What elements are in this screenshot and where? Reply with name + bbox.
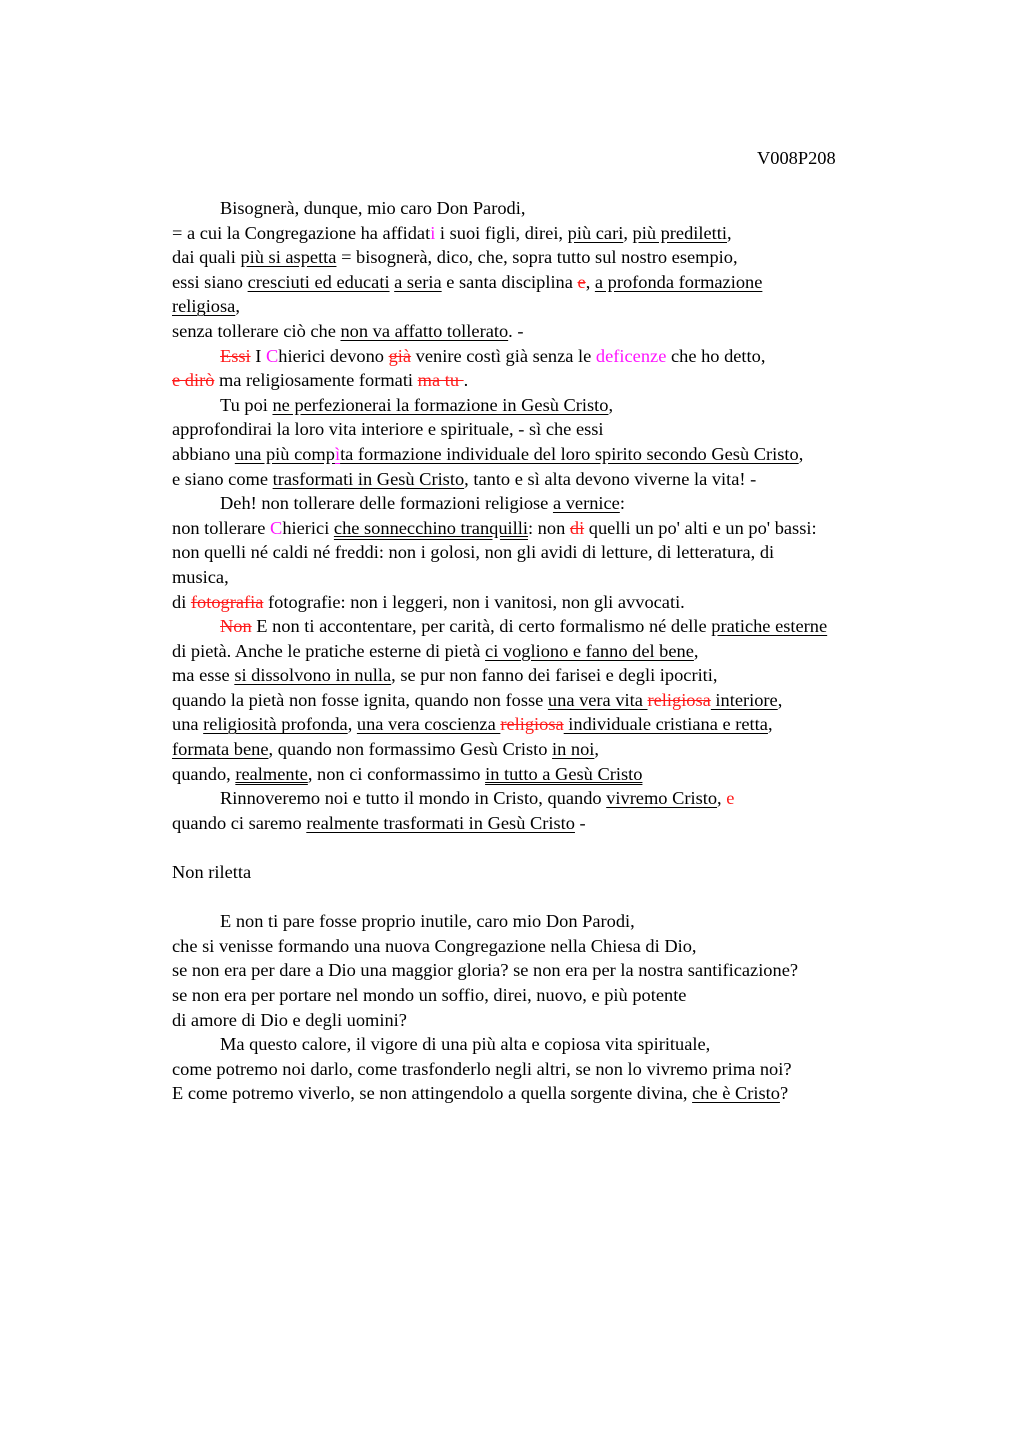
text-segment: di amore di Dio e degli uomini? (172, 1009, 407, 1030)
text-segment: , (777, 689, 783, 710)
text-line (172, 958, 932, 983)
text-line (172, 762, 932, 787)
text-segment: a vernice (552, 493, 620, 514)
text-segment: e dirò (172, 370, 215, 391)
text-segment: e siano come (172, 468, 273, 489)
text-line (172, 934, 932, 959)
text-segment: senza tollerare ciò che (172, 320, 341, 341)
text-line (172, 737, 932, 762)
text-segment: a profonda formazione (594, 271, 763, 292)
text-segment: quelli un po' alti e un po' bassi: (584, 517, 817, 538)
text-segment: . (463, 370, 469, 391)
text-segment: , (608, 394, 614, 415)
text-segment: ì (334, 443, 341, 464)
text-segment: hierici (282, 517, 334, 538)
text-segment: più cari (567, 222, 624, 243)
text-segment: venire costì già senza le (411, 345, 596, 366)
text-line (172, 540, 932, 565)
blank-line (172, 835, 932, 860)
text-line (172, 639, 932, 664)
text-line (172, 491, 932, 516)
text-line (172, 590, 932, 615)
text-segment: quando la pietà non fosse ignita, quando non fosse (172, 689, 548, 710)
text-segment: , (798, 443, 804, 464)
text-segment: quando, (172, 763, 236, 784)
text-line (172, 1081, 932, 1106)
text-line (172, 270, 932, 295)
text-segment: E come potremo viverlo, se non attingendolo a quella sorgente divina, (172, 1083, 693, 1104)
text-line (172, 368, 932, 393)
text-segment: , quando non formassimo Gesù Cristo (268, 739, 553, 760)
text-line (172, 909, 932, 934)
text-line (172, 688, 932, 713)
text-segment: C (270, 517, 283, 538)
text-segment: Bisognerà, dunque, mio caro Don Parodi, (220, 198, 526, 218)
text-segment: cresciuti ed educati (247, 271, 390, 292)
text-segment: I (250, 345, 266, 366)
text-segment: quando ci saremo (172, 812, 307, 833)
text-segment: , non ci conformassimo (307, 763, 486, 784)
text-line (172, 1008, 932, 1033)
text-segment: come potremo noi darlo, come trasfonderlo negli altri, se non lo vivremo prima noi? (172, 1058, 792, 1079)
text-segment: dai quali (172, 247, 241, 268)
text-segment: : non (527, 517, 570, 538)
text-line (172, 442, 932, 467)
text-segment: che è Cristo (692, 1083, 780, 1104)
text-segment: più si aspetta (240, 247, 337, 268)
text-segment: una più comp (234, 443, 335, 464)
text-segment: ? (779, 1083, 789, 1104)
text-segment: che sonnecchino tranquilli (333, 517, 528, 538)
text-segment: Essi (220, 345, 251, 366)
text-segment: religiosa (172, 296, 236, 317)
text-segment: , (727, 222, 732, 243)
text-segment: pratiche esterne (711, 616, 828, 637)
text-segment: , (693, 640, 699, 661)
text-segment: religiosa (647, 689, 711, 710)
text-segment: = bisognerà, dico, che, sopra tutto sul nostro esempio, (336, 247, 738, 268)
text-segment: , (347, 714, 357, 735)
text-segment: fotografie: non i leggeri, non i vanitosi, non gli avvocati. (263, 591, 685, 612)
text-segment: una vera coscienza (356, 714, 501, 735)
text-line (172, 393, 932, 418)
text-segment: di pietà. Anche le pratiche esterne di pietà (172, 640, 486, 661)
text-segment: realmente trasformati in Gesù Cristo (306, 812, 575, 833)
text-segment: non quelli né caldi né freddi: non i golosi, non gli avidi di letture, di letteratura, di (172, 542, 775, 563)
text-segment: , tanto e sì alta devono viverne la vita! - (464, 468, 757, 489)
text-segment: di (569, 517, 585, 538)
text-segment: Deh! non tollerare delle formazioni religiose (220, 493, 553, 514)
text-segment: essi siano (172, 271, 248, 292)
text-segment: , se pur non fanno dei farisei e degli ipocriti, (391, 665, 718, 686)
text-segment: e (726, 788, 735, 809)
text-segment: vivremo Cristo (606, 788, 718, 809)
text-segment: ma religiosamente formati (214, 370, 418, 391)
text-segment: , (623, 222, 633, 243)
text-segment: Non riletta (172, 862, 252, 883)
text-segment: hierici devono (278, 345, 389, 366)
text-segment: formata bene (172, 739, 269, 760)
blank-line (172, 885, 932, 910)
text-segment: se non era per portare nel mondo un soffio, direi, nuovo, e più potente (172, 985, 687, 1005)
text-segment: che si venisse formando una nuova Congregazione nella Chiesa di Dio, (172, 935, 697, 956)
text-segment: ma tu (417, 370, 464, 391)
text-segment: si dissolvono in nulla (234, 665, 392, 686)
text-segment: deficenze (595, 345, 667, 366)
text-line (172, 221, 932, 246)
text-segment: - (574, 812, 586, 833)
text-line (172, 245, 932, 270)
text-segment: a seria (394, 271, 442, 292)
text-segment: ne perfezionerai la formazione in Gesù Cristo (272, 394, 609, 415)
text-line (172, 467, 932, 492)
text-segment: abbiano (172, 443, 235, 464)
text-segment: Rinnoveremo noi e tutto il mondo in Cristo, quando (220, 788, 607, 809)
text-line (172, 1057, 932, 1082)
text-segment: che ho detto, (666, 345, 766, 366)
text-line (172, 614, 932, 639)
text-segment: i suoi figli, direi, (435, 222, 568, 243)
text-segment: di (172, 591, 191, 612)
text-segment: e (577, 271, 586, 292)
text-segment: più prediletti (632, 222, 728, 243)
text-segment: . - (508, 320, 524, 341)
text-segment: Ma questo calore, il vigore di una più alta e copiosa vita spirituale, (220, 1034, 711, 1055)
text-segment: musica, (172, 566, 229, 587)
text-segment: una vera vita (547, 689, 648, 710)
text-line (172, 983, 932, 1008)
text-segment: E non ti accontentare, per carità, di certo formalismo né delle (251, 616, 712, 637)
text-line (172, 319, 932, 344)
text-line (172, 196, 932, 221)
text-line (172, 516, 932, 541)
text-segment: , (585, 271, 595, 292)
text-segment: interiore (710, 689, 778, 710)
text-segment: in noi (552, 739, 595, 760)
text-segment: religiosità profonda (203, 714, 348, 735)
text-line (172, 712, 932, 737)
text-segment: i (430, 222, 436, 243)
text-segment: approfondirai la loro vita interiore e spirituale, - sì che essi (172, 419, 604, 440)
text-segment: realmente (235, 763, 308, 784)
text-line (172, 417, 932, 442)
text-segment: Non (220, 616, 252, 637)
text-segment: non tollerare (172, 517, 271, 538)
text-line (172, 1032, 932, 1057)
text-segment: se non era per dare a Dio una maggior gloria? se non era per la nostra santificazione? (172, 960, 799, 981)
document-code: V008P208 (757, 148, 836, 168)
text-line (172, 344, 932, 369)
text-segment: trasformati in Gesù Cristo (272, 468, 465, 489)
text-segment: C (266, 345, 279, 366)
text-line (172, 294, 932, 319)
text-segment: = a cui la Congregazione ha affidat (172, 222, 431, 243)
text-segment: , (717, 788, 727, 809)
text-segment: ci vogliono e fanno del bene (485, 640, 694, 661)
text-segment: , (594, 739, 600, 760)
text-line (172, 860, 932, 885)
text-segment: E non ti pare fosse proprio inutile, caro mio Don Parodi, (220, 911, 635, 932)
text-line (172, 811, 932, 836)
text-segment: religiosa (500, 714, 564, 735)
text-segment: e santa disciplina (441, 271, 578, 292)
text-segment: : (619, 493, 625, 514)
text-segment: Tu poi (220, 394, 273, 415)
text-segment: già (388, 345, 412, 366)
text-segment: individuale cristiana e retta (563, 714, 768, 735)
text-segment: in tutto a Gesù Cristo (485, 763, 643, 784)
text-segment: , (235, 296, 240, 317)
text-line (172, 663, 932, 688)
text-segment: , (767, 714, 773, 735)
text-line (172, 565, 932, 590)
text-segment: non va affatto tollerato (340, 320, 509, 341)
text-segment: ma esse (172, 665, 235, 686)
text-segment: fotografia (190, 591, 264, 612)
text-segment: una (172, 714, 204, 735)
text-line (172, 786, 932, 811)
text-segment: ta formazione individuale del loro spirito secondo Gesù Cristo (340, 443, 799, 464)
document-body (172, 196, 932, 1106)
